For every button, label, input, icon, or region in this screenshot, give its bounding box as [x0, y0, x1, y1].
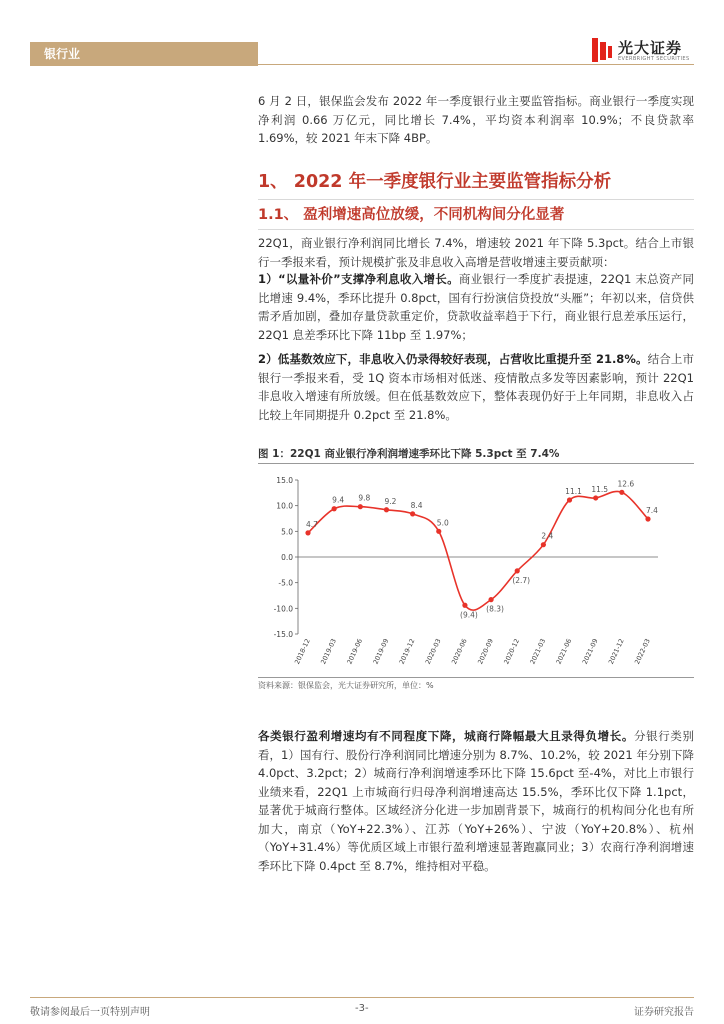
- data-point: [515, 568, 520, 573]
- data-label: 8.4: [410, 500, 423, 510]
- figure-source: 资料来源：银保监会，光大证券研究所，单位：%: [258, 681, 434, 690]
- paragraph-bank-types: [258, 727, 694, 875]
- heading-divider: [258, 199, 694, 200]
- x-tick-label: 2019-03: [319, 637, 338, 666]
- y-tick-label: 0.0: [281, 553, 293, 562]
- data-label: (2.7): [512, 575, 531, 585]
- data-label: 7.4: [646, 506, 658, 516]
- y-tick-label: -10.0: [273, 604, 293, 614]
- paragraph-body: 商业银行一季度扩表提速，22Q1 末总资产同比增速 9.4%，季环比提升 0.8pct，国有行扮演信贷投放“头雁”；年初以来，信贷供需矛盾加剧，叠加存量贷款重定价，贷款收益率趋于下行，商业银行息差承压运行，22Q1 息差季环比下降 11bp 至 1.97%；: [258, 272, 694, 342]
- data-point: [619, 490, 624, 495]
- footer-divider: [30, 997, 694, 998]
- page-number: -3-: [355, 1003, 369, 1014]
- sector-tag: [30, 42, 258, 66]
- y-tick-label: -5.0: [278, 578, 293, 588]
- y-tick-label: -15.0: [273, 630, 293, 639]
- y-tick-label: 15.0: [276, 476, 293, 485]
- brand-logo: [590, 36, 700, 66]
- subheading-divider: [258, 229, 694, 230]
- y-tick-label: 10.0: [276, 501, 293, 511]
- data-point: [410, 511, 415, 516]
- x-tick-label: 2021-12: [606, 637, 626, 666]
- data-label: (9.4): [460, 610, 478, 620]
- data-point: [541, 542, 546, 547]
- data-label: 9.8: [358, 493, 371, 503]
- x-tick-label: 2020-09: [476, 637, 495, 666]
- data-point: [488, 597, 493, 602]
- x-tick-label: 2022-03: [633, 637, 652, 666]
- data-label: 5.0: [436, 518, 449, 528]
- data-point: [462, 603, 467, 608]
- paragraph-body: 分银行类别看，1）国有行、股份行净利润同比增速分别为 8.7%、10.2%，较 2021 年分别下降 4.0pct、3.2pct；2）城商行净利润增速季环比下降 15.6pct 至-4%，对比上市银行业绩来看，22Q1 上市城商行归母净利润增速高达 15.5%，季环比仅下降 1.1pct，显著优于城商行整体。区域经济分化进一步加剧背景下，城商行的机构间分化也有所加大，南京（YoY+22.3%）、江苏（YoY+26%）、宁波（YoY+20.8%）、杭州（YoY+31.4%）等优质区域上市银行盈利增速显著跑赢同业；3）农商行净利润增速季环比下降 0.4pct 至 8.7%，维持相对平稳。: [258, 729, 694, 873]
- brand-name-en: EVERBRIGHT SECURITIES: [618, 56, 690, 62]
- x-tick-label: 2021-09: [580, 637, 600, 666]
- data-label: 4.7: [306, 519, 318, 529]
- x-tick-label: 2020-06: [450, 637, 469, 666]
- data-label: 2.4: [541, 531, 554, 541]
- paragraph-lead: 1）“以量补价”支撑净利息收入增长。: [258, 272, 459, 286]
- data-point: [593, 495, 598, 500]
- paragraph-body: 结合上市银行一季报来看，受 1Q 资本市场相对低迷、疫情散点多发等因素影响，预计 22Q1 非息收入增速有所放缓。但在低基数效应下，整体表现仍好于上年同期，非息收入占比较上年同期提升 0.2pct 至 21.8%。: [258, 352, 695, 422]
- data-label: 9.4: [332, 495, 345, 505]
- data-point: [384, 507, 389, 512]
- data-point: [645, 516, 650, 521]
- paragraph-lead: 各类银行盈利增速均有不同程度下降，城商行降幅最大且录得负增长。: [258, 729, 634, 743]
- data-point: [332, 506, 337, 511]
- subsection-heading: 1.1、 盈利增速高位放缓，不同机构间分化显著: [258, 207, 565, 223]
- paragraph-interest-income: [258, 270, 694, 344]
- data-point: [358, 504, 363, 509]
- x-tick-label: 2021-03: [528, 637, 548, 666]
- footer-report-type: 证券研究报告: [634, 1007, 694, 1018]
- data-label: 12.6: [617, 479, 635, 489]
- x-tick-label: 2018-12: [293, 637, 312, 666]
- figure-top-rule: [258, 463, 694, 464]
- brand-name: 光大证券: [618, 39, 683, 57]
- figure-title: 图 1：22Q1 商业银行净利润增速季环比下降 5.3pct 至 7.4%: [258, 448, 560, 460]
- brand-logo-icon: [590, 36, 614, 64]
- figure-bottom-rule: [258, 677, 694, 678]
- data-point: [567, 497, 572, 502]
- data-point: [305, 530, 310, 535]
- x-tick-label: 2020-03: [423, 637, 443, 666]
- x-tick-label: 2019-06: [345, 637, 365, 666]
- intro-paragraph: 6 月 2 日，银保监会发布 2022 年一季度银行业主要监管指标。商业银行一季度实现净利润 0.66 万亿元，同比增长 7.4%，平均资本利润率 10.9%；不良贷款率 1.69%，较 2021 年末下降 4BP。: [258, 94, 694, 145]
- paragraph-non-interest-income: [258, 350, 694, 424]
- data-point: [436, 529, 441, 534]
- y-tick-label: 5.0: [281, 527, 293, 537]
- data-label: 9.2: [384, 496, 397, 506]
- profit-growth-chart: [258, 466, 694, 676]
- x-tick-label: 2019-12: [397, 637, 417, 666]
- footer-disclaimer: 敬请参阅最后一页特别声明: [30, 1007, 150, 1018]
- section-heading: 1、 2022 年一季度银行业主要监管指标分析: [258, 172, 612, 192]
- sector-label: 银行业: [44, 47, 81, 61]
- data-label: (8.3): [486, 604, 504, 614]
- x-tick-label: 2019-09: [371, 637, 391, 666]
- series-line: [308, 491, 648, 610]
- paragraph-overview: 22Q1，商业银行净利润同比增长 7.4%，增速较 2021 年下降 5.3pct。结合上市银行一季报来看，预计规模扩张及非息收入高增是营收增速主要贡献项：: [258, 236, 694, 269]
- x-tick-label: 2020-12: [502, 637, 522, 666]
- data-label: 11.5: [591, 484, 609, 494]
- data-label: 11.1: [565, 487, 582, 497]
- paragraph-lead: 2）低基数效应下，非息收入仍录得较好表现，占营收比重提升至 21.8%。: [258, 352, 648, 366]
- x-tick-label: 2021-06: [554, 637, 574, 666]
